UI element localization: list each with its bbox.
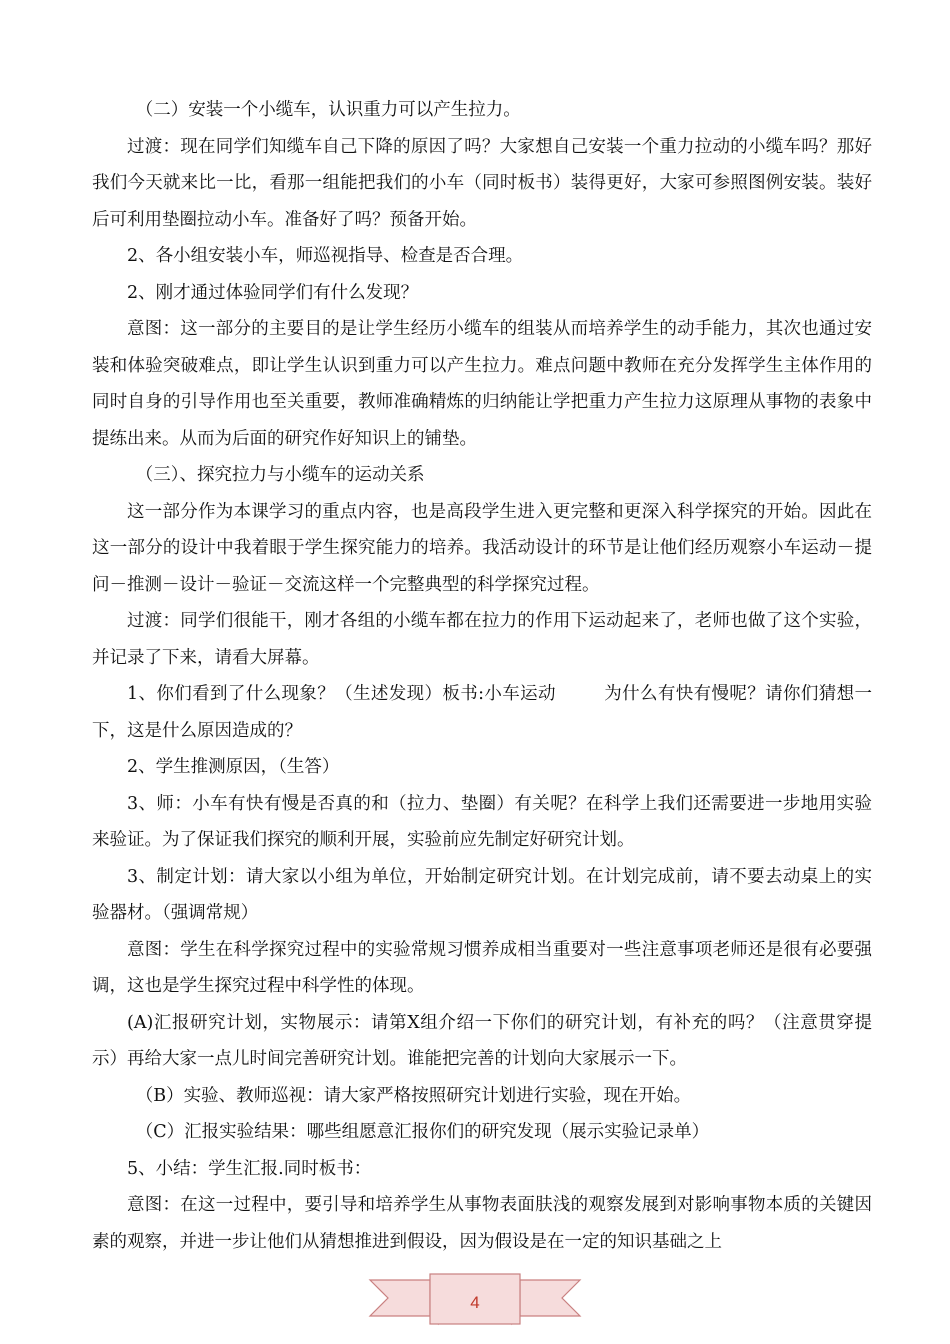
paragraph-step-b: （B）实验、教师巡视：请大家严格按照研究计划进行实验，现在开始。 bbox=[135, 1085, 692, 1106]
paragraph-step-2a: 2、各小组安装小车，师巡视指导、检查是否合理。 bbox=[127, 246, 524, 266]
ribbon-right-tail bbox=[520, 1280, 580, 1316]
paragraph-step-a: (A)汇报研究计划，实物展示：请第X组介绍一下你们的研究计划，有补充的吗？（注意贯穿提示）再给大家一点儿时间完善研究计划。谁能把完善的计划向大家展示一下。 bbox=[92, 1012, 872, 1069]
step-1-question: 1、你们看到了什么现象？（生述发现）板书:小车运动 bbox=[127, 684, 556, 704]
paragraph-step-c: （C）汇报实验结果：哪些组愿意汇报你们的研究发现（展示实验记录单） bbox=[135, 1122, 710, 1142]
paragraph-intent-1: 意图：这一部分的主要目的是让学生经历小缆车的组装从而培养学生的动手能力，其次也通过安装和体验突破难点，即让学生认识到重力可以产生拉力。难点问题中教师在充分发挥学生主体作用的同时自身的引导作用也至关重要，教师准确精炼的归纳能让学把重力产生拉力这原理从事物的表象中提练出来。从而为后面的研究作好知识上的铺垫。 bbox=[92, 319, 872, 449]
paragraph-transition-2: 过渡：同学们很能干，刚才各组的小缆车都在拉力的作用下运动起来了，老师也做了这个实验，并记录了下来，请看大屏幕。 bbox=[92, 611, 872, 668]
section-heading-3: （三）、探究拉力与小缆车的运动关系 bbox=[135, 465, 425, 485]
document-body bbox=[92, 92, 872, 1260]
paragraph-section-intro: 这一部分作为本课学习的重点内容，也是高段学生进入更完整和更深入科学探究的开始。因此在这一部分的设计中我着眼于学生探究能力的培养。我活动设计的环节是让他们经历观察小车运动－提问－推测－设计－验证－交流这样一个完整典型的科学探究过程。 bbox=[92, 501, 872, 595]
paragraph-intent-3: 意图：在这一过程中，要引导和培养学生从事物表面肤浅的观察发展到对影响事物本质的关键因素的观察，并进一步让他们从猜想推进到假设，因为假设是在一定的知识基础之上 bbox=[92, 1195, 872, 1252]
step-1-followup: 为什么有快有慢呢？请你们猜想一下，这是什么原因造成的？ bbox=[92, 684, 873, 741]
paragraph-step-2b: 2、刚才通过体验同学们有什么发现？ bbox=[127, 282, 419, 303]
page-number: 4 bbox=[470, 1293, 480, 1312]
ribbon-left-tail bbox=[370, 1280, 430, 1316]
paragraph-step-3b: 3、制定计划：请大家以小组为单位，开始制定研究计划。在计划完成前，请不要去动桌上的实验器材。（强调常规） bbox=[92, 866, 872, 923]
section-heading-2: （二）安装一个小缆车，认识重力可以产生拉力。 bbox=[135, 100, 521, 120]
page-footer bbox=[0, 1266, 950, 1336]
paragraph-step-2c: 2、学生推测原因，（生答） bbox=[127, 757, 340, 777]
paragraph-step-1 bbox=[92, 676, 872, 749]
paragraph-summary: 5、小结：学生汇报.同时板书： bbox=[127, 1158, 372, 1179]
paragraph-transition-1: 过渡：现在同学们知缆车自己下降的原因了吗？大家想自己安装一个重力拉动的小缆车吗？那好我们今天就来比一比，看那一组能把我们的小车（同时板书）装得更好，大家可参照图例安装。装好后可利用垫圈拉动小车。准备好了吗？预备开始。 bbox=[92, 136, 872, 230]
paragraph-step-3a: 3、师：小车有快有慢是否真的和（拉力、垫圈）有关呢？在科学上我们还需要进一步地用实验来验证。为了保证我们探究的顺利开展，实验前应先制定好研究计划。 bbox=[92, 793, 872, 850]
paragraph-intent-2: 意图：学生在科学探究过程中的实验常规习惯养成相当重要对一些注意事项老师还是很有必要强调，这也是学生探究过程中科学性的体现。 bbox=[92, 939, 872, 996]
